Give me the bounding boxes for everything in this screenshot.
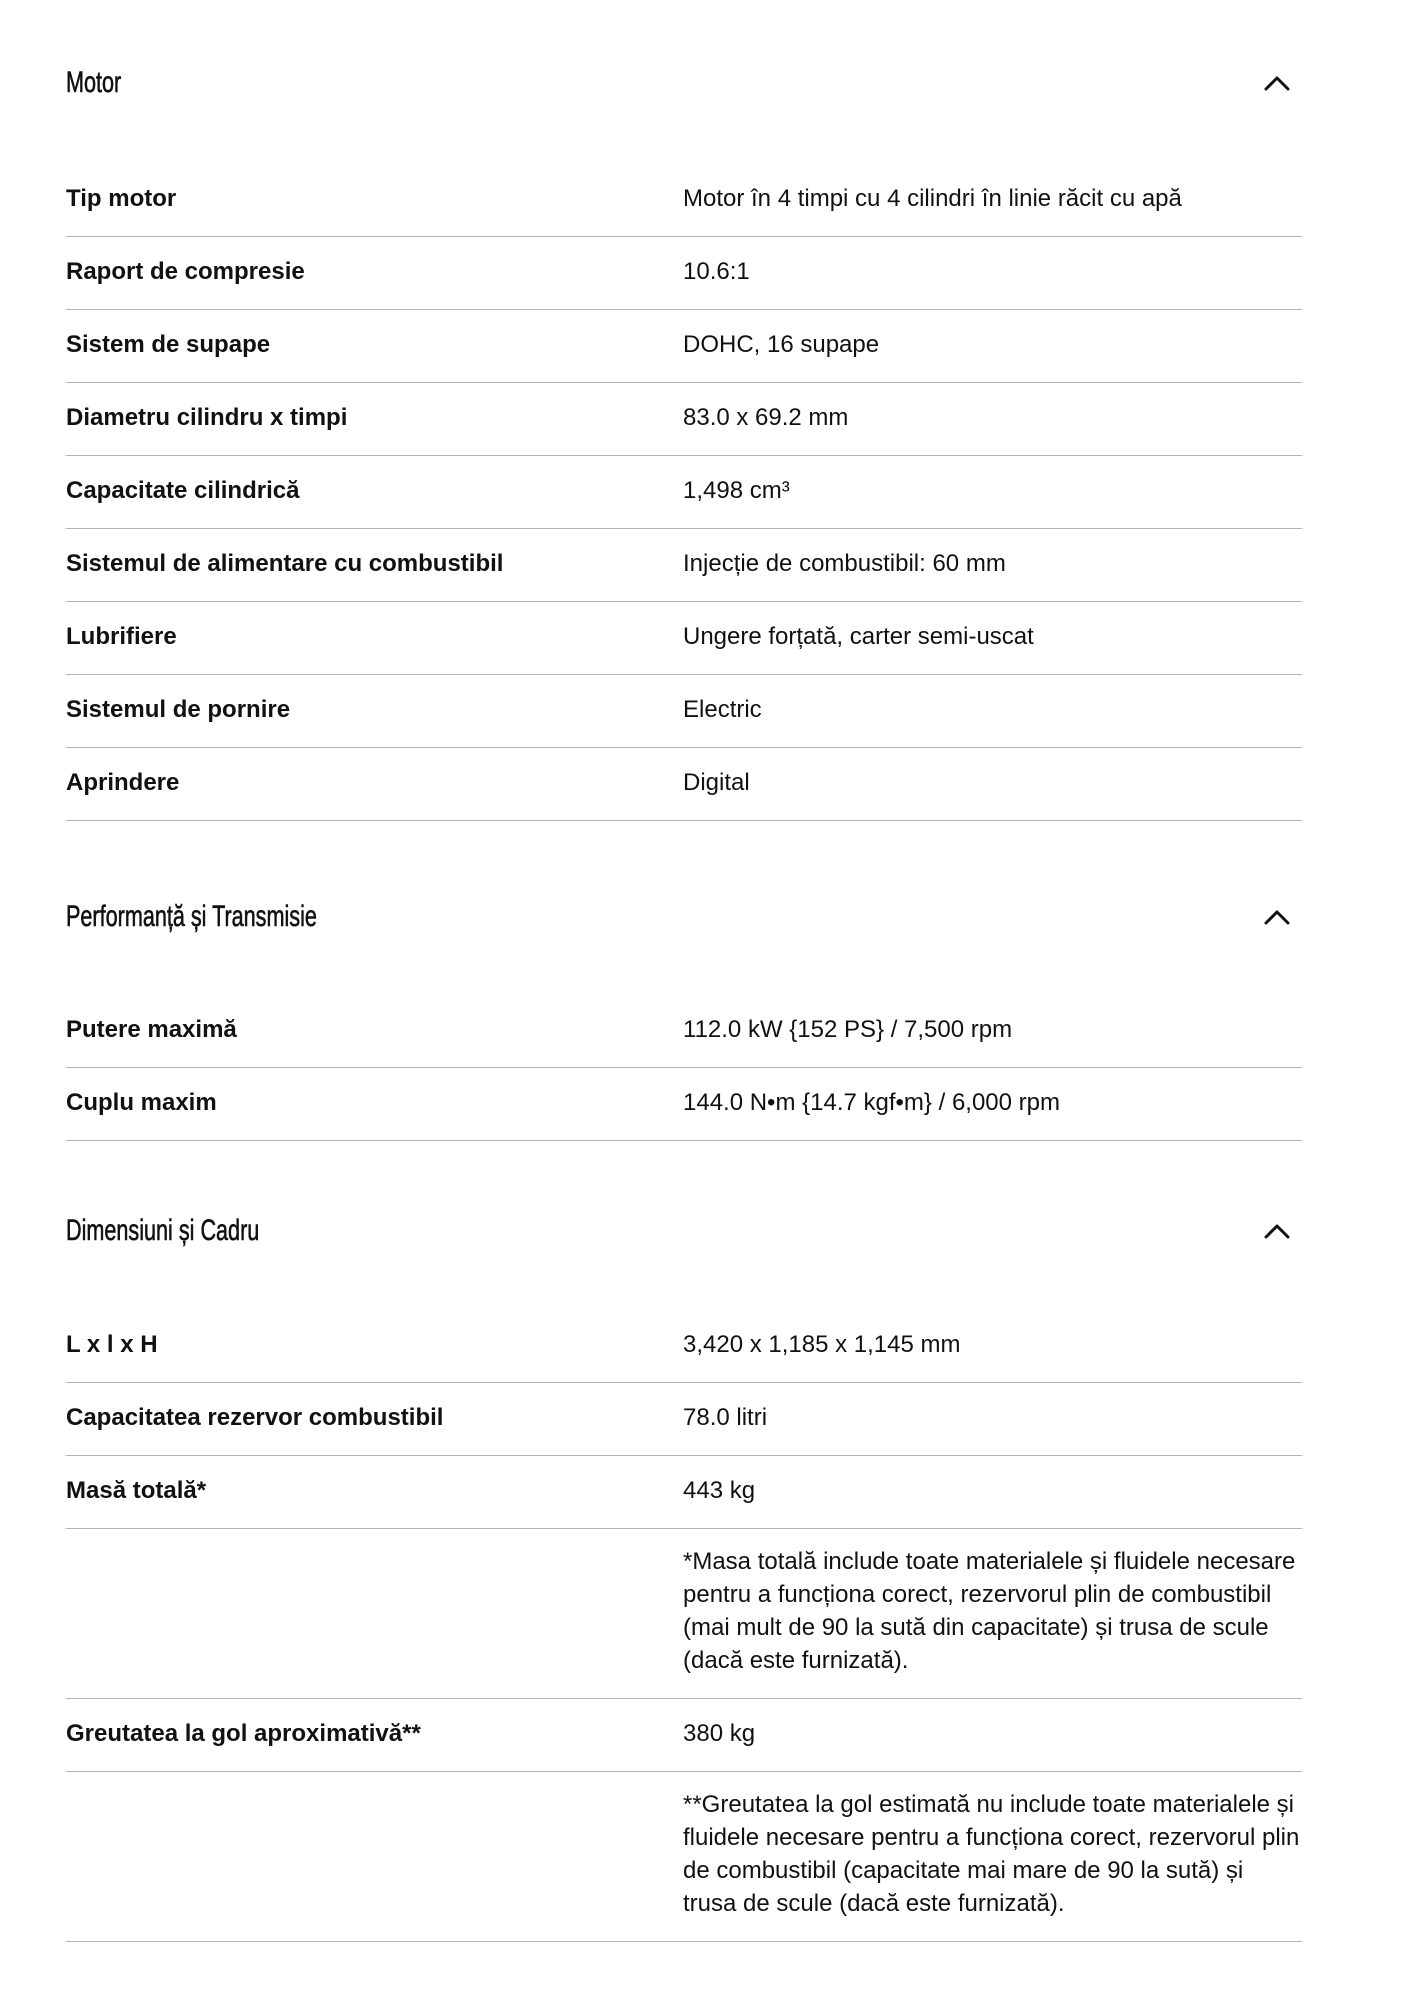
table-row xyxy=(66,1456,1302,1529)
spec-label xyxy=(66,1529,683,1568)
table-row xyxy=(66,1068,1302,1141)
section-header-dimensiuni[interactable] xyxy=(66,1201,1302,1261)
spec-label: Sistem de supape xyxy=(66,331,271,358)
table-row xyxy=(66,237,1302,310)
spec-label xyxy=(66,1772,683,1811)
spec-label: Greutatea la gol aproximativă** xyxy=(66,1720,421,1747)
spec-value: DOHC, 16 supape xyxy=(683,331,880,358)
spec-label: L x l x H xyxy=(66,1331,158,1358)
spec-label: Aprindere xyxy=(66,769,180,796)
chevron-up-icon[interactable] xyxy=(1262,68,1292,98)
spec-label: Sistemul de alimentare cu combustibil xyxy=(66,550,504,577)
spec-label: Putere maximă xyxy=(66,1016,237,1043)
footnote-text: **Greutatea la gol estimată nu include toate materialele și fluidele necesare pentru a funcționa corect, rezervorul plin de combustibil (capacitate mai mare de 90 la sută) și trusa de scule (dacă este furnizată). xyxy=(683,1791,1300,1917)
table-row xyxy=(66,1699,1302,1772)
spec-table-motor xyxy=(66,164,1302,821)
spec-label: Cuplu maxim xyxy=(66,1089,217,1116)
spec-value: 112.0 kW {152 PS} / 7,500 rpm xyxy=(683,1016,1013,1043)
table-row xyxy=(66,675,1302,748)
section-dimensiuni xyxy=(66,1201,1302,1261)
table-row xyxy=(66,748,1302,821)
section-header-motor[interactable] xyxy=(66,53,1302,113)
table-row xyxy=(66,995,1302,1068)
table-row xyxy=(66,602,1302,675)
section-performanta xyxy=(66,887,1302,947)
spec-value: Electric xyxy=(683,696,762,723)
section-title: Performanță și Transmisie xyxy=(66,900,317,933)
spec-label: Capacitate cilindrică xyxy=(66,477,300,504)
table-row xyxy=(66,383,1302,456)
table-row xyxy=(66,164,1302,237)
spec-value: Injecție de combustibil: 60 mm xyxy=(683,550,1006,577)
spec-label: Raport de compresie xyxy=(66,258,305,285)
spec-value: 443 kg xyxy=(683,1477,756,1504)
spec-label: Diametru cilindru x timpi xyxy=(66,404,348,431)
spec-table-performanta xyxy=(66,995,1302,1141)
spec-label: Lubrifiere xyxy=(66,623,177,650)
footnote-text: *Masa totală include toate materialele și fluidele necesare pentru a funcționa corect, rezervorul plin de combustibil (mai mult de 90 la sută din capacitate) și trusa de scule (dacă este furnizată). xyxy=(683,1548,1296,1674)
table-row xyxy=(66,310,1302,383)
table-row xyxy=(66,1772,1302,1942)
spec-value: Digital xyxy=(683,769,750,796)
table-row xyxy=(66,1383,1302,1456)
table-row xyxy=(66,456,1302,529)
spec-label: Capacitatea rezervor combustibil xyxy=(66,1404,444,1431)
spec-label: Masă totală* xyxy=(66,1477,207,1504)
spec-value: 380 kg xyxy=(683,1720,756,1747)
section-header-performanta[interactable] xyxy=(66,887,1302,947)
section-motor xyxy=(66,53,1302,113)
chevron-up-icon[interactable] xyxy=(1262,1216,1292,1246)
section-title: Dimensiuni și Cadru xyxy=(66,1214,260,1247)
table-row xyxy=(66,1529,1302,1699)
spec-table-dimensiuni xyxy=(66,1310,1302,1942)
spec-label: Sistemul de pornire xyxy=(66,696,291,723)
table-row xyxy=(66,529,1302,602)
table-row xyxy=(66,1310,1302,1383)
spec-value: 83.0 x 69.2 mm xyxy=(683,404,849,431)
spec-value: 1,498 cm³ xyxy=(683,477,790,504)
spec-value: 78.0 litri xyxy=(683,1404,768,1431)
spec-label: Tip motor xyxy=(66,185,177,212)
section-title: Motor xyxy=(66,66,122,99)
chevron-up-icon[interactable] xyxy=(1262,902,1292,932)
spec-value: Ungere forțată, carter semi-uscat xyxy=(683,623,1034,650)
spec-value: 3,420 x 1,185 x 1,145 mm xyxy=(683,1331,961,1358)
spec-value: 144.0 N•m {14.7 kgf•m} / 6,000 rpm xyxy=(683,1089,1061,1116)
spec-value: Motor în 4 timpi cu 4 cilindri în linie răcit cu apă xyxy=(683,185,1182,212)
spec-value: 10.6:1 xyxy=(683,258,750,285)
